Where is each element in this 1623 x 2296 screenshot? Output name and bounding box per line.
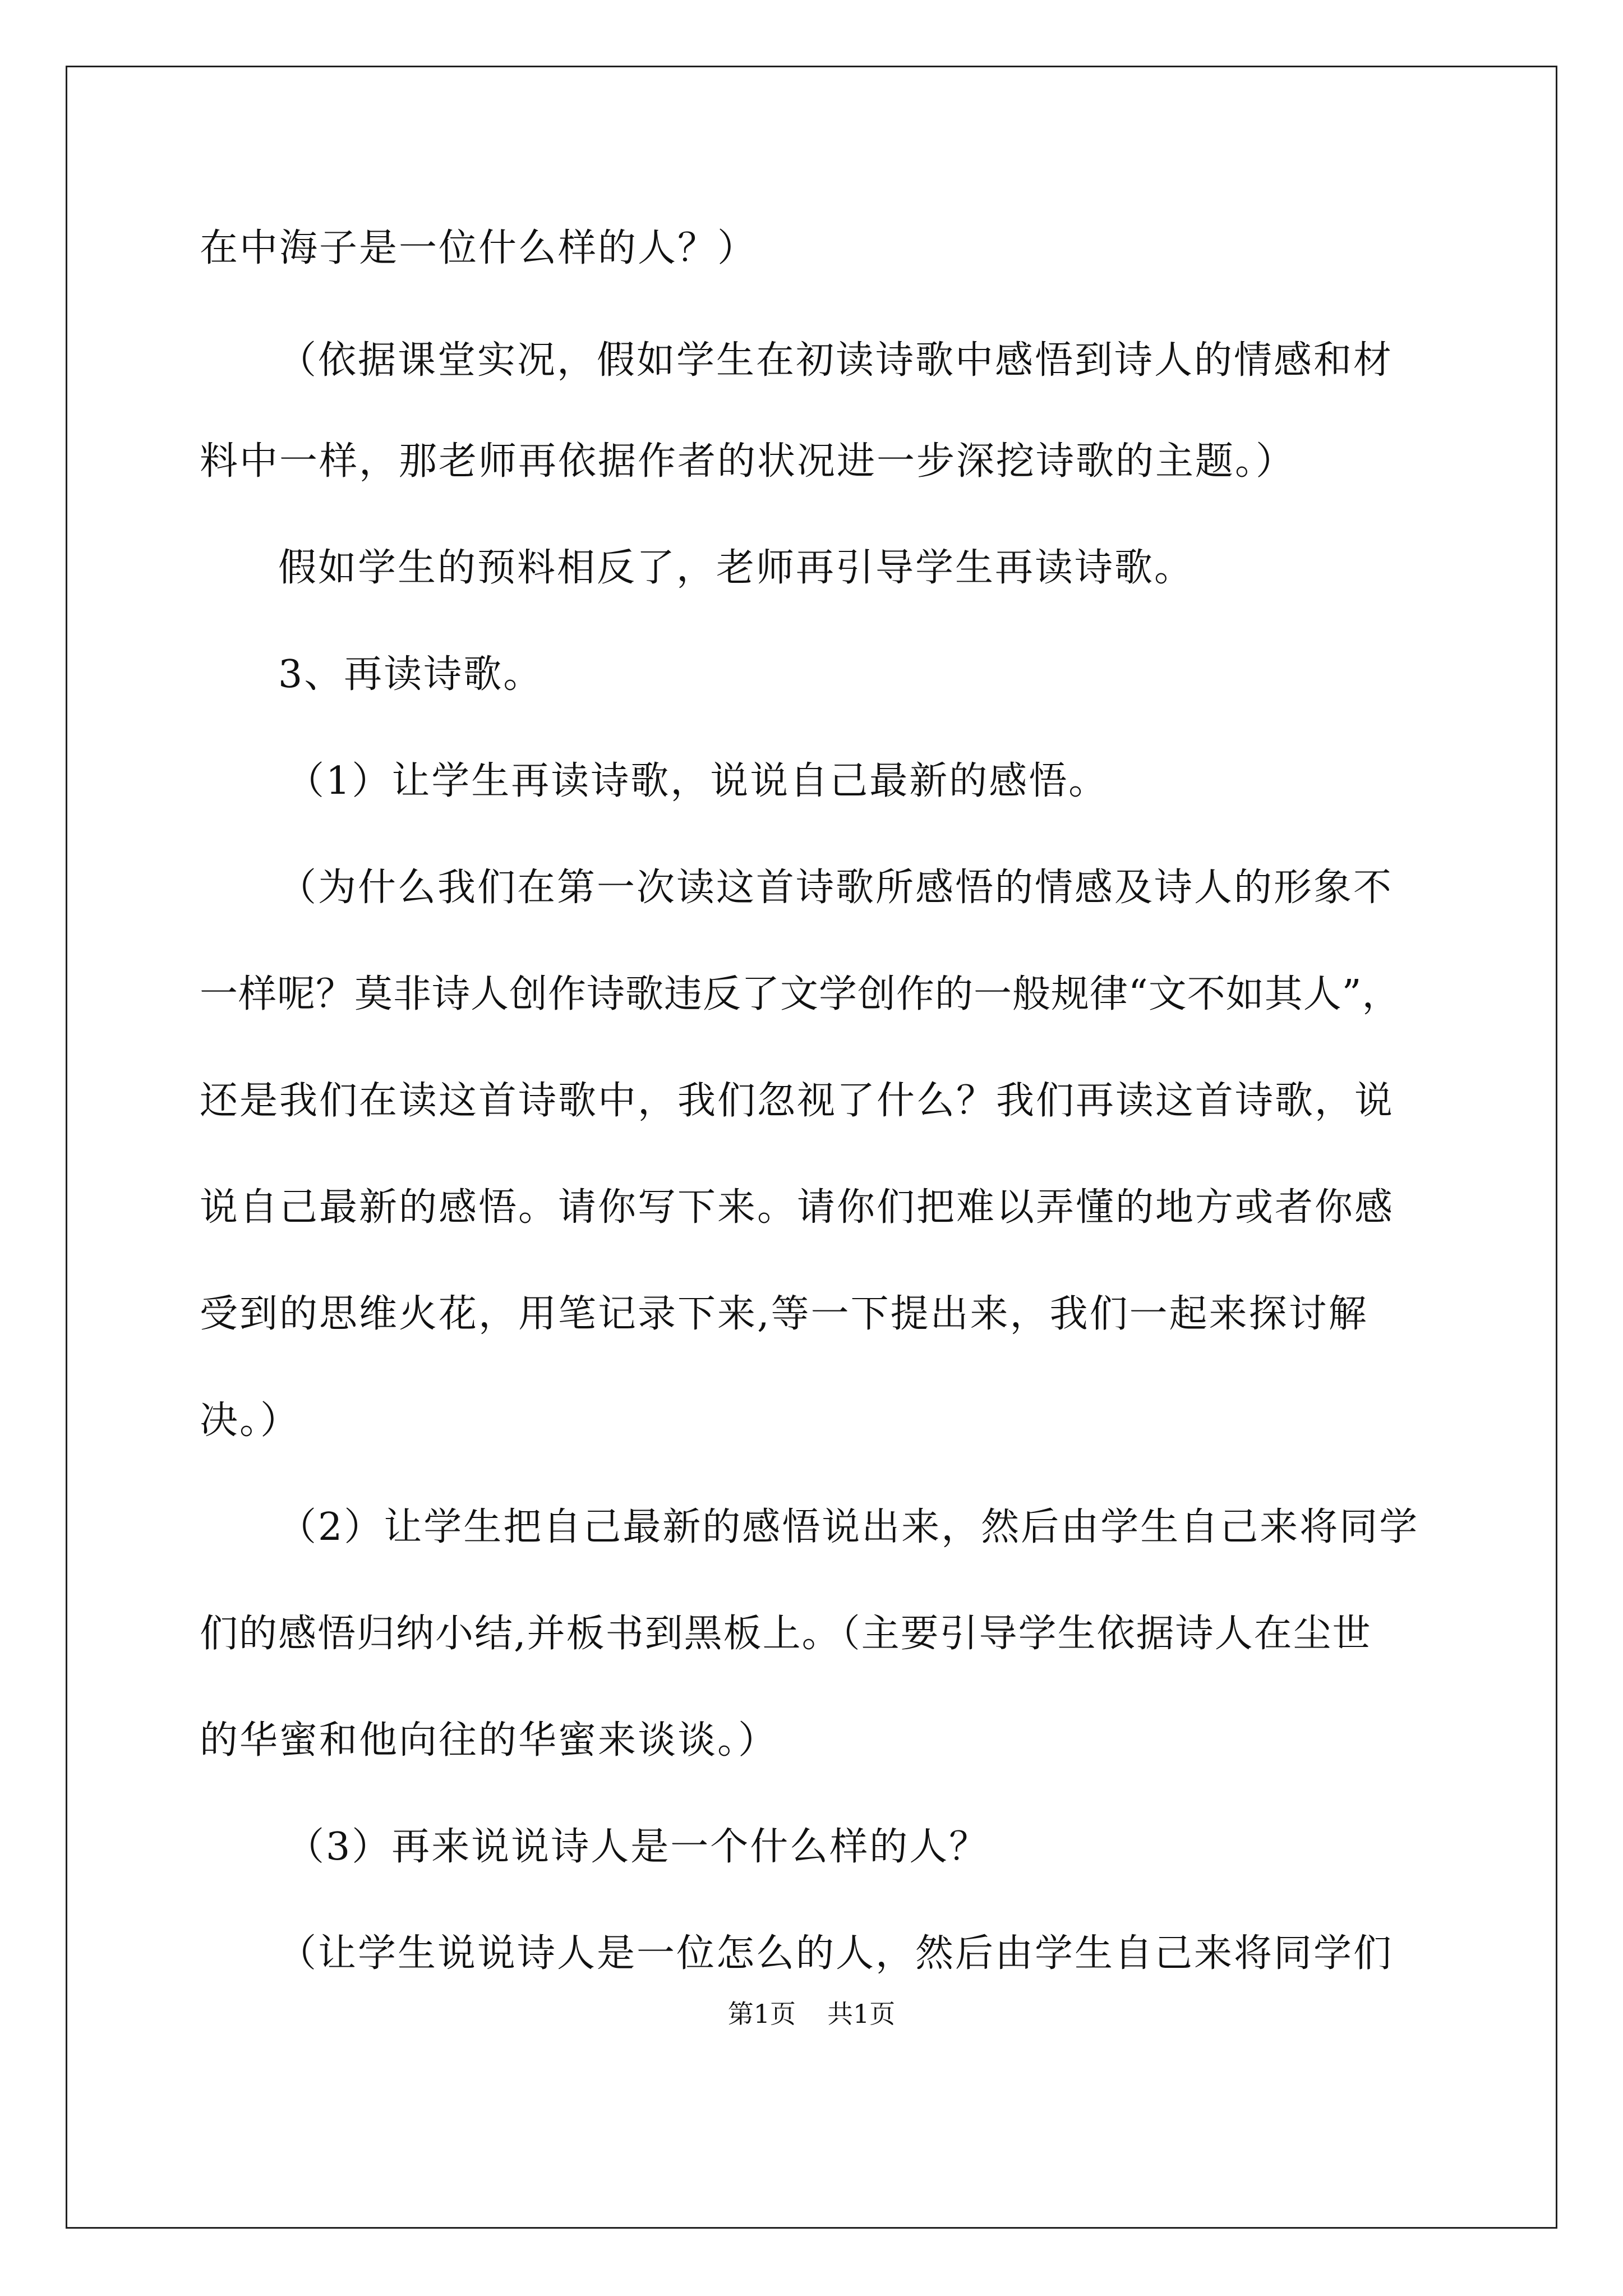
text-line: （1）让学生再读诗歌，说说自己最新的感悟。	[286, 759, 1109, 803]
text-line: 还是我们在读这首诗歌中，我们忽视了什么？我们再读这首诗歌，说	[200, 1079, 1395, 1123]
text-line: 假如学生的预料相反了，老师再引导学生再读诗歌。	[278, 546, 1195, 590]
text-line: （3）再来说说诗人是一个什么样的人？	[286, 1825, 989, 1869]
page-footer	[0, 1997, 1623, 2031]
text-line: （依据课堂实况，假如学生在初读诗歌中感悟到诗人的情感和材	[278, 338, 1394, 383]
text-line: 受到的思维火花，用笔记录下来,等一下提出来，我们一起来探讨解	[200, 1292, 1368, 1336]
text-line: 决。）	[200, 1398, 301, 1443]
text-line: 3、再读诗歌。	[278, 652, 543, 697]
text-line: （2）让学生把自己最新的感悟说出来，然后由学生自己来将同学	[278, 1505, 1419, 1549]
page-border	[66, 66, 1557, 2229]
text-line: （让学生说说诗人是一位怎么的人，然后由学生自己来将同学们	[278, 1931, 1394, 1976]
page-number: 第1页	[727, 1999, 796, 2029]
text-line: 料中一样，那老师再依据作者的状况进一步深挖诗歌的主题。）	[200, 439, 1296, 484]
text-line: 说自己最新的感悟。请你写下来。请你们把难以弄懂的地方或者你感	[200, 1185, 1395, 1230]
page-total: 共1页	[827, 1999, 896, 2029]
text-line: （为什么我们在第一次读这首诗歌所感悟的情感及诗人的形象不	[278, 866, 1394, 910]
text-line: 们的感悟归纳小结,并板书到黑板上。（主要引导学生依据诗人在尘世	[200, 1612, 1372, 1656]
text-line: 在中海子是一位什么样的人？）	[200, 226, 758, 270]
text-line: 的华蜜和他向往的华蜜来谈谈。）	[200, 1718, 778, 1763]
text-line: 一样呢？莫非诗人创作诗歌违反了文学创作的一般规律“文不如其人”，	[200, 972, 1401, 1016]
